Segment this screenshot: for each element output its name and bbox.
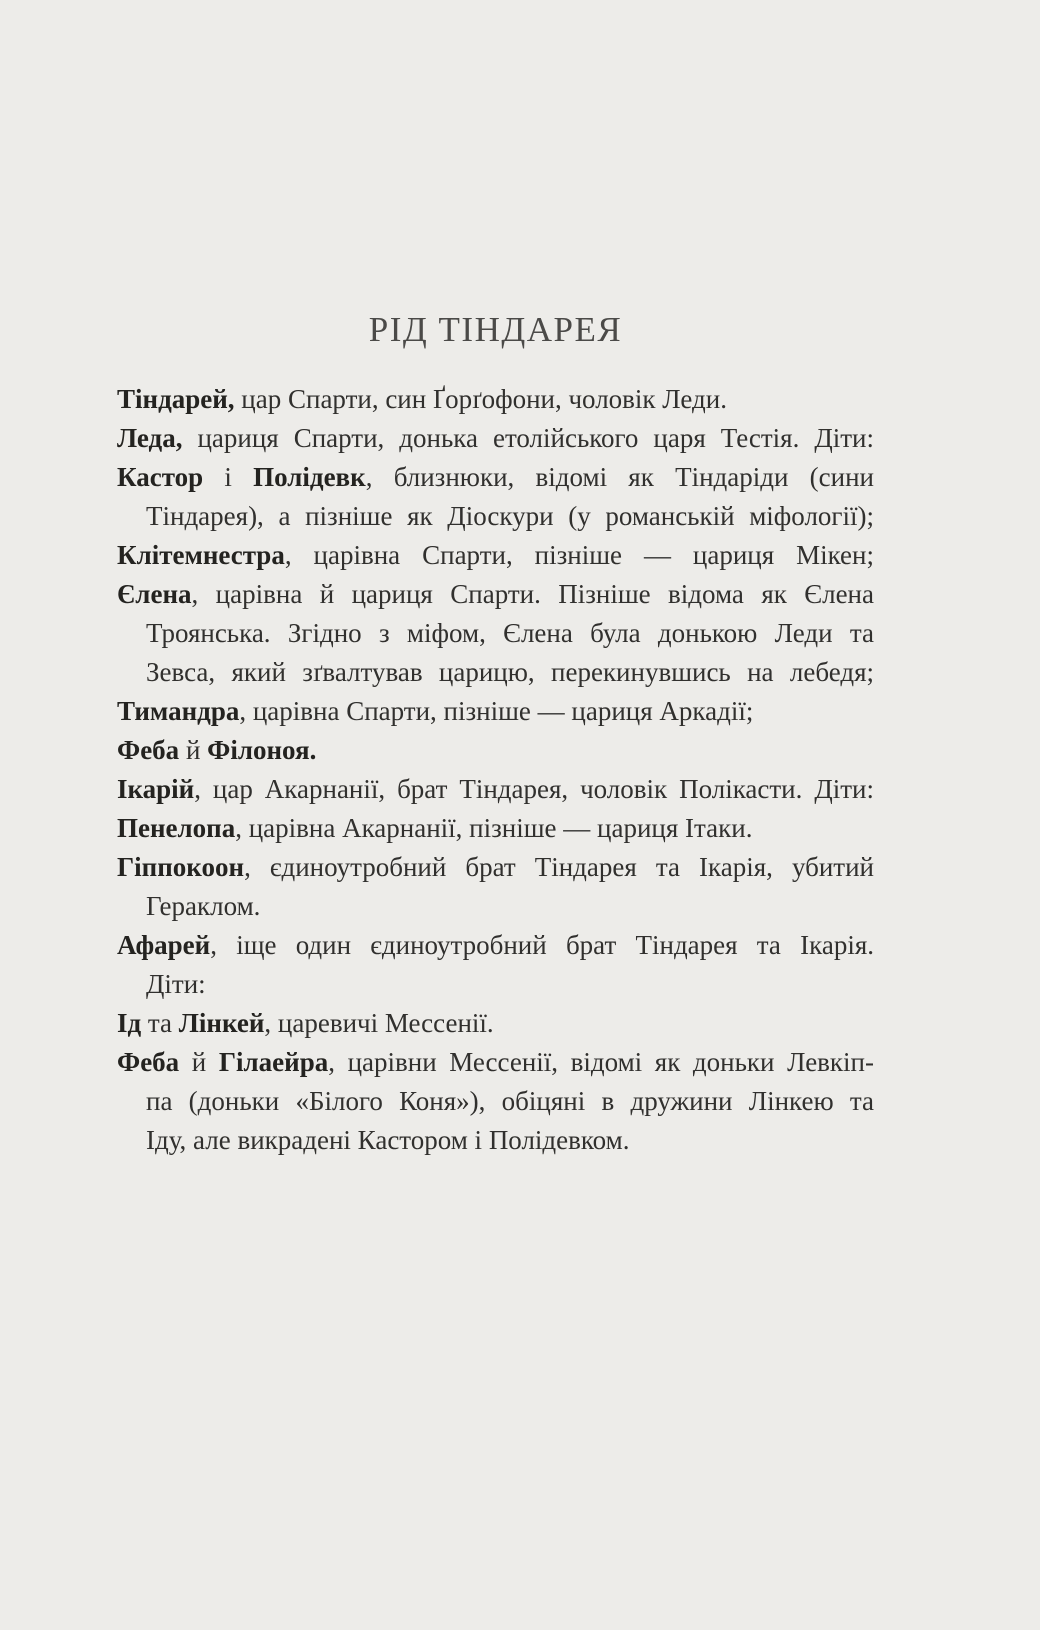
text-line <box>117 692 874 731</box>
text-line <box>117 1004 874 1043</box>
text-segment: па (доньки «Білого Коня»), обіцяні в дружини Лінкею та <box>146 1086 874 1116</box>
genealogy-entry <box>117 1043 874 1160</box>
genealogy-entry <box>117 536 874 575</box>
text-line <box>117 458 874 497</box>
text-segment: , близнюки, відомі як Тіндаріди (сини <box>365 462 874 492</box>
person-name: Ікарій <box>117 774 195 804</box>
text-segment: , царівни Мессенії, відомі як доньки Левкіп- <box>328 1047 874 1077</box>
person-name: Феба <box>117 1047 180 1077</box>
text-line <box>117 380 874 419</box>
genealogy-entry <box>117 692 874 731</box>
text-segment: цариця Спарти, донька етолійського царя Тестія. Діти: <box>182 423 874 453</box>
person-name: Афарей <box>117 930 211 960</box>
genealogy-entry <box>117 731 874 770</box>
text-segment: , царівна Акарнанії, пізніше — цариця Ітаки. <box>235 813 753 843</box>
person-name: Леда, <box>117 423 183 453</box>
genealogy-entry <box>117 926 874 1004</box>
person-name: Ід <box>117 1008 142 1038</box>
genealogy-entry <box>117 458 874 536</box>
text-segment: Гераклом. <box>146 891 261 921</box>
text-line <box>117 653 874 692</box>
text-line <box>117 1043 874 1082</box>
text-line <box>117 1082 874 1121</box>
text-segment: Троянська. Згідно з міфом, Єлена була донькою Леди та <box>146 618 874 648</box>
text-line <box>117 419 874 458</box>
text-segment: , царевичі Мессенії. <box>264 1008 494 1038</box>
genealogy-entry <box>117 380 874 419</box>
text-line <box>117 770 874 809</box>
genealogy-entry <box>117 575 874 692</box>
text-segment: , царівна й цариця Спарти. Пізніше відома як Єлена <box>191 579 874 609</box>
genealogy-entry <box>117 809 874 848</box>
text-line <box>117 536 874 575</box>
text-segment: Іду, але викрадені Кастором і Полідевком. <box>146 1125 630 1155</box>
text-segment: , царівна Спарти, пізніше — цариця Аркадії; <box>239 696 754 726</box>
text-line <box>117 965 874 1004</box>
text-segment: та <box>141 1008 179 1038</box>
genealogy-entry <box>117 848 874 926</box>
text-line <box>117 848 874 887</box>
person-name: Гілаейра <box>218 1047 329 1077</box>
text-segment: Тіндарея), а пізніше як Діоскури (у романській міфології); <box>146 501 874 531</box>
page-title: РІД ТІНДАРЕЯ <box>368 310 623 349</box>
text-segment: й <box>179 735 208 765</box>
person-name: Кастор <box>117 462 204 492</box>
text-line <box>117 731 874 770</box>
text-line <box>117 809 874 848</box>
person-name: Тимандра <box>117 696 240 726</box>
text-segment: й <box>179 1047 219 1077</box>
person-name: Феба <box>117 735 180 765</box>
genealogy-entry <box>117 419 874 458</box>
text-segment: , іще один єдиноутробний брат Тіндарея та Ікарія. <box>210 930 874 960</box>
person-name: Лінкей <box>178 1008 265 1038</box>
text-segment: і <box>203 462 254 492</box>
text-line <box>117 497 874 536</box>
person-name: Полідевк <box>253 462 366 492</box>
text-line <box>117 1121 874 1160</box>
person-name: Тіндарей, <box>117 384 235 414</box>
text-segment: цар Спарти, син Ґорґофони, чоловік Леди. <box>234 384 727 414</box>
person-name: Клітемнестра <box>117 540 285 570</box>
genealogy-entry <box>117 1004 874 1043</box>
text-line <box>117 614 874 653</box>
genealogy-entry <box>117 770 874 809</box>
person-name: Філоноя. <box>207 735 317 765</box>
text-segment: Діти: <box>146 969 206 999</box>
text-segment: , єдиноутробний брат Тіндарея та Ікарія, убитий <box>244 852 874 882</box>
person-name: Пенелопа <box>117 813 236 843</box>
text-segment: , цар Акарнанії, брат Тіндарея, чоловік Полікасти. Діти: <box>194 774 874 804</box>
text-line <box>117 926 874 965</box>
text-line <box>117 575 874 614</box>
text-segment: , царівна Спарти, пізніше — цариця Мікен; <box>284 540 874 570</box>
text-line <box>117 887 874 926</box>
person-name: Єлена <box>117 579 192 609</box>
text-segment: Зевса, який зґвалтував царицю, перекинувшись на лебедя; <box>146 657 874 687</box>
genealogy-list <box>117 380 874 1160</box>
person-name: Гіппокоон <box>117 852 245 882</box>
